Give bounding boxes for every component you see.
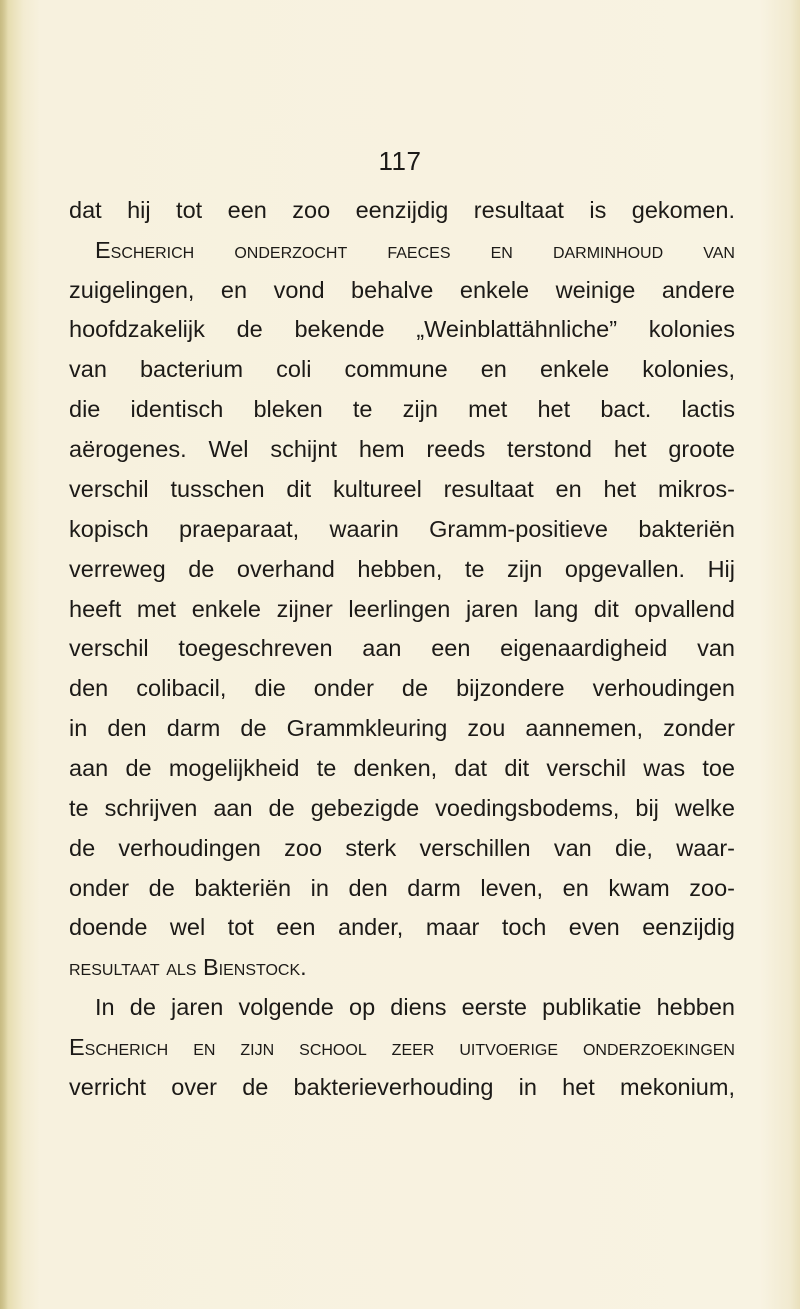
text-line: die identisch bleken te zijn met het bact. lactis: [69, 396, 735, 422]
text-line: aërogenes. Wel schijnt hem reeds terstond het groote: [69, 436, 735, 462]
text-line: onder de bakteriën in den darm leven, en kwam zoo-: [69, 875, 735, 901]
text-line: aan de mogelijkheid te denken, dat dit verschil was toe: [69, 755, 735, 781]
text-line: dat hij tot een zoo eenzijdig resultaat is gekomen.: [69, 197, 735, 223]
text-line: Escherich onderzocht faeces en darminhoud van: [95, 237, 735, 263]
text-line: heeft met enkele zijner leerlingen jaren lang dit opvallend: [69, 596, 735, 622]
text-line: verreweg de overhand hebben, te zijn opgevallen. Hij: [69, 556, 735, 582]
text-line: In de jaren volgende op diens eerste publikatie hebben: [95, 994, 735, 1020]
text-line: verschil tusschen dit kultureel resultaat en het mikros-: [69, 476, 735, 502]
text-line: in den darm de Grammkleuring zou aannemen, zonder: [69, 715, 735, 741]
text-line: doende wel tot een ander, maar toch even eenzijdig: [69, 914, 735, 940]
text-line: resultaat als Bienstock.: [69, 954, 307, 980]
text-line: den colibacil, die onder de bijzondere verhoudingen: [69, 675, 735, 701]
text-line: te schrijven aan de gebezigde voedingsbodems, bij welke: [69, 795, 735, 821]
text-line: kopisch praeparaat, waarin Gramm-positieve bakteriën: [69, 516, 735, 542]
text-line: Escherich en zijn school zeer uitvoerige onderzoekingen: [69, 1034, 735, 1060]
text-line: verricht over de bakterieverhouding in het mekonium,: [69, 1074, 735, 1100]
text-line: de verhoudingen zoo sterk verschillen van die, waar-: [69, 835, 735, 861]
page-edge-shadow: [0, 0, 8, 1309]
text-line: verschil toegeschreven aan een eigenaardigheid van: [69, 635, 735, 661]
page-number: 117: [378, 146, 422, 176]
text-line: zuigelingen, en vond behalve enkele weinige andere: [69, 277, 735, 303]
text-line: hoofdzakelijk de bekende „Weinblattähnliche” kolonies: [69, 316, 735, 342]
text-line: van bacterium coli commune en enkele kolonies,: [69, 356, 735, 382]
